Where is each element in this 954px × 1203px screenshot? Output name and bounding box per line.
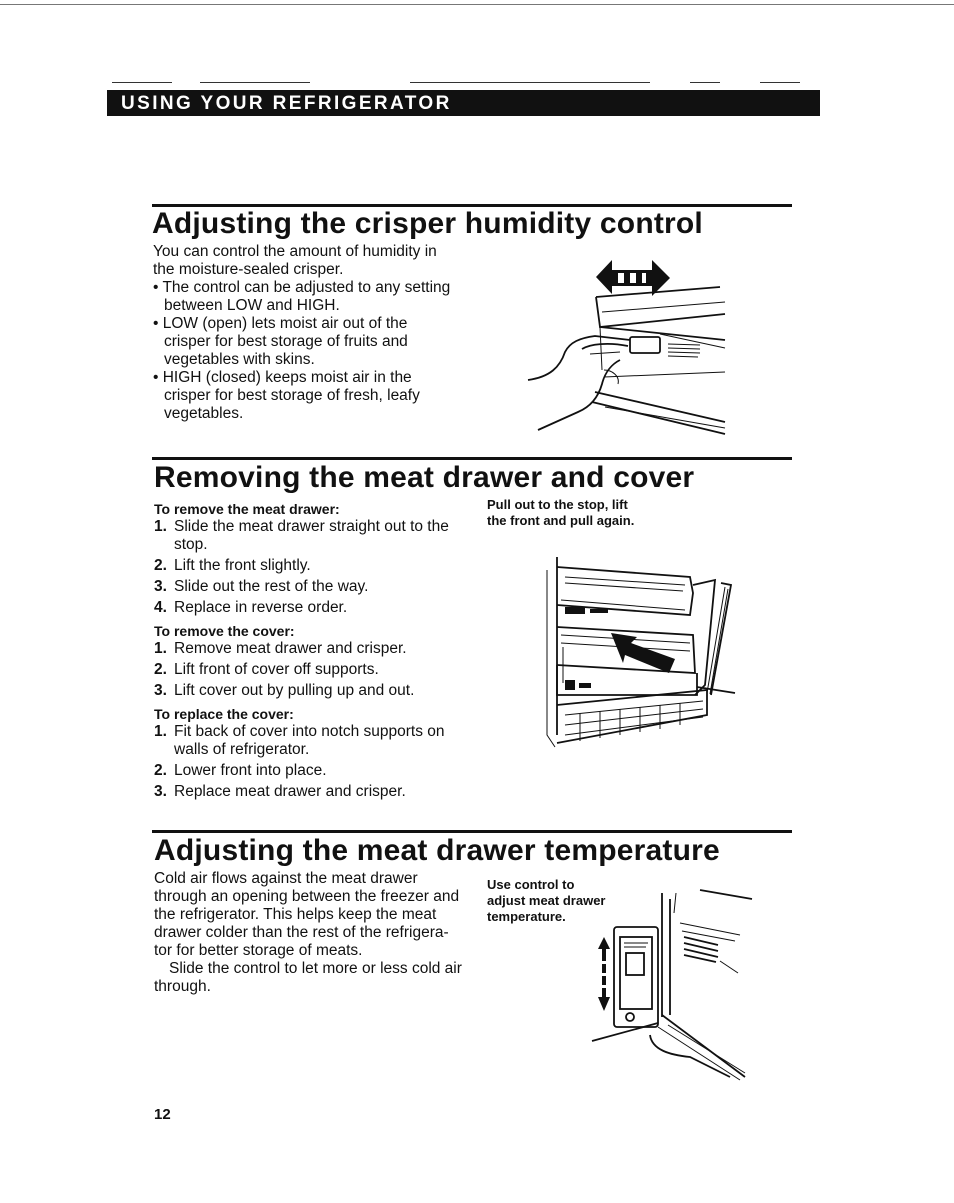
header-dash	[760, 82, 800, 83]
caption-line: adjust meat drawer	[487, 893, 606, 908]
step-item: 2. Lift the front slightly.	[154, 557, 311, 574]
section-header-bar	[107, 90, 820, 116]
top-border-line	[0, 4, 954, 5]
caption-line: temperature.	[487, 909, 566, 924]
step-item: 4. Replace in reverse order.	[154, 599, 348, 616]
meat-drawer-text	[154, 500, 454, 804]
meat-temp-title: Adjusting the meat drawer temperature	[154, 834, 720, 867]
meat-temp-para-indent: Slide the control to let more or less cold air	[169, 960, 462, 977]
meat-temp-control-illustration	[590, 885, 755, 1080]
header-dash	[690, 82, 720, 83]
caption-line: Pull out to the stop, lift	[487, 497, 628, 512]
crisper-bullet: • The control can be adjusted to any setting between LOW and HIGH.	[153, 279, 451, 314]
replace-cover-heading: To replace the cover:	[154, 706, 294, 722]
section-header-label: USING YOUR REFRIGERATOR	[121, 93, 452, 114]
crisper-intro: You can control the amount of humidity in the moisture-sealed crisper.	[153, 243, 437, 278]
step-item: 2. Lift front of cover off supports.	[154, 661, 379, 678]
caption-line: Use control to	[487, 877, 575, 892]
step-item: 2. Lower front into place.	[154, 762, 327, 779]
header-dash	[112, 82, 172, 83]
header-dash	[410, 82, 650, 83]
meat-drawer-illustration	[525, 555, 737, 750]
meat-temp-para-end: through.	[154, 978, 211, 995]
page-number: 12	[154, 1106, 171, 1123]
remove-drawer-heading: To remove the meat drawer:	[154, 501, 340, 517]
header-dash	[200, 82, 310, 83]
step-item: 3. Slide out the rest of the way.	[154, 578, 369, 595]
remove-cover-steps	[154, 640, 454, 700]
caption-line: the front and pull again.	[487, 513, 635, 528]
meat-temp-para: Cold air flows against the meat drawer through an opening between the freezer and the refrigerator. This helps keep the meat drawer colder than the rest of the refrigera-tor for better storage of meats.	[154, 870, 460, 959]
step-item: 1. Remove meat drawer and crisper.	[154, 640, 407, 657]
remove-cover-heading: To remove the cover:	[154, 623, 295, 639]
crisper-text	[153, 243, 458, 423]
crisper-bullet: • LOW (open) lets moist air out of the crisper for best storage of fruits and vegetables with skins.	[153, 315, 408, 368]
meat-temp-text	[154, 870, 462, 996]
meat-drawer-title: Removing the meat drawer and cover	[154, 461, 695, 494]
replace-cover-steps	[154, 723, 454, 801]
meat-drawer-caption	[487, 497, 687, 529]
step-item: 1. Fit back of cover into notch supports on walls of refrigerator.	[154, 723, 445, 758]
crisper-bullet: • HIGH (closed) keeps moist air in the crisper for best storage of fresh, leafy vegetables.	[153, 369, 420, 422]
step-item: 1. Slide the meat drawer straight out to the stop.	[154, 518, 449, 553]
step-item: 3. Lift cover out by pulling up and out.	[154, 682, 415, 699]
crisper-title: Adjusting the crisper humidity control	[152, 207, 703, 240]
section-rule	[152, 830, 792, 833]
crisper-humidity-illustration	[520, 252, 735, 442]
section-rule	[152, 457, 792, 460]
step-item: 3. Replace meat drawer and crisper.	[154, 783, 406, 800]
remove-drawer-steps	[154, 518, 454, 617]
